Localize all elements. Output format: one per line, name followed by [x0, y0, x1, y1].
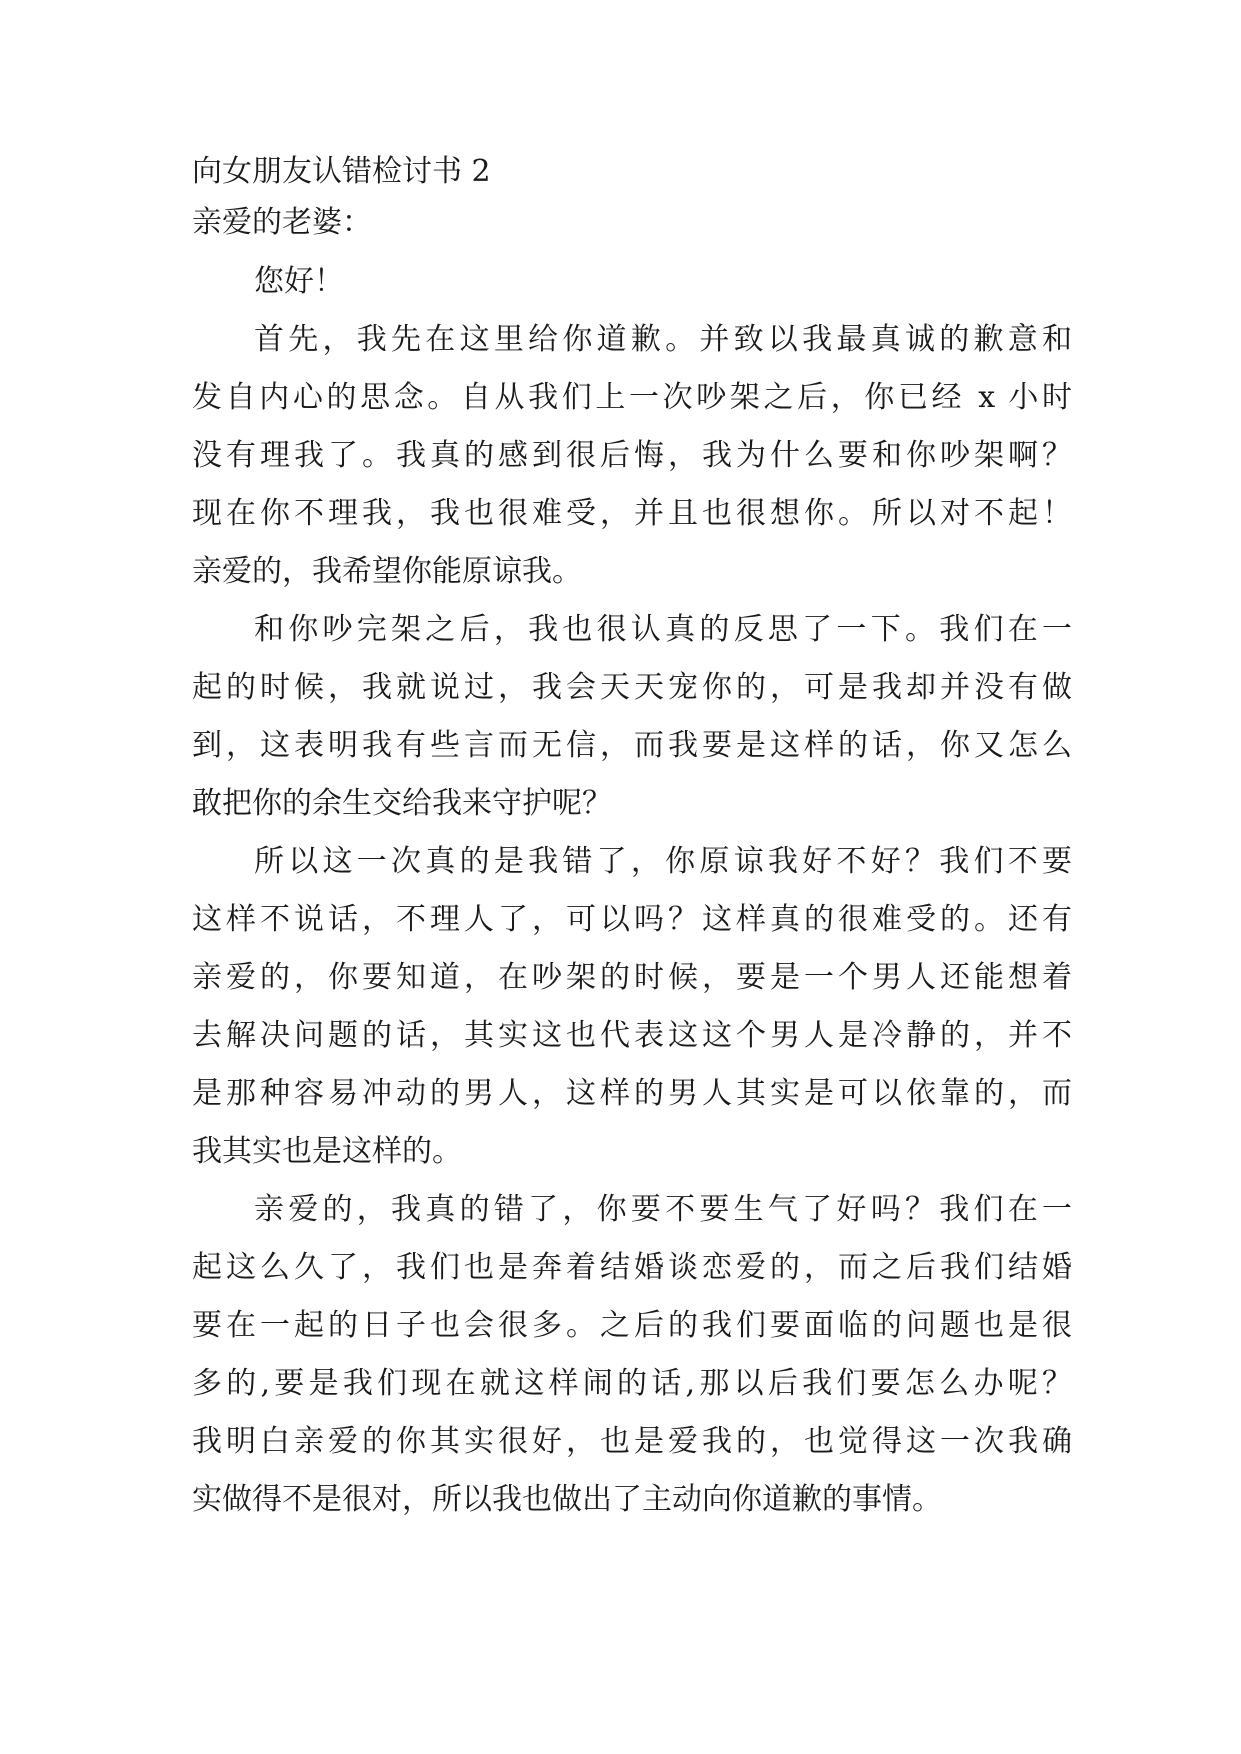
paragraph-line: 起这么久了，我们也是奔着结婚谈恋爱的，而之后我们结婚: [192, 1250, 1072, 1285]
salutation: 亲爱的老婆：: [192, 205, 372, 240]
paragraph-line: 亲爱的，我真的错了，你要不要生气了好吗？我们在一: [254, 1192, 1072, 1227]
paragraph-line: 要在一起的日子也会很多。之后的我们要面临的问题也是很: [192, 1308, 1072, 1343]
paragraph-line: 现在你不理我，我也很难受，并且也很想你。所以对不起！: [192, 496, 1072, 531]
paragraph-line: 发自内心的思念。自从我们上一次吵架之后，你已经 x 小时: [192, 380, 1072, 415]
paragraph-line: 亲爱的，你要知道，在吵架的时候，要是一个男人还能想着: [192, 960, 1072, 995]
paragraph-line: 去解决问题的话，其实这也代表这这个男人是冷静的，并不: [192, 1018, 1072, 1053]
paragraph-line: 是那种容易冲动的男人，这样的男人其实是可以依靠的，而: [192, 1076, 1072, 1111]
paragraph-line: 多的,要是我们现在就这样闹的话,那以后我们要怎么办呢？: [192, 1366, 1072, 1401]
paragraph-line: 所以这一次真的是我错了，你原谅我好不好？我们不要: [254, 844, 1072, 879]
paragraph-line: 敢把你的余生交给我来守护呢？: [192, 786, 612, 821]
paragraph-line: 没有理我了。我真的感到很后悔，我为什么要和你吵架啊？: [192, 438, 1072, 473]
paragraph-line: 亲爱的，我希望你能原谅我。: [192, 554, 582, 589]
paragraph-line: 首先，我先在这里给你道歉。并致以我最真诚的歉意和: [254, 322, 1072, 357]
paragraph-line: 实做得不是很对，所以我也做出了主动向你道歉的事情。: [192, 1482, 942, 1517]
paragraph-line: 这样不说话，不理人了，可以吗？这样真的很难受的。还有: [192, 902, 1072, 937]
paragraph-line: 到，这表明我有些言而无信，而我要是这样的话，你又怎么: [192, 728, 1072, 763]
paragraph-line: 起的时候，我就说过，我会天天宠你的，可是我却并没有做: [192, 670, 1072, 705]
document-title: 向女朋友认错检讨书 2: [192, 154, 491, 189]
paragraph-line: 我明白亲爱的你其实很好，也是爱我的，也觉得这一次我确: [192, 1424, 1072, 1459]
paragraph-line: 我其实也是这样的。: [192, 1134, 462, 1169]
greeting-line: 您好！: [254, 264, 344, 299]
paragraph-line: 和你吵完架之后，我也很认真的反思了一下。我们在一: [254, 612, 1072, 647]
